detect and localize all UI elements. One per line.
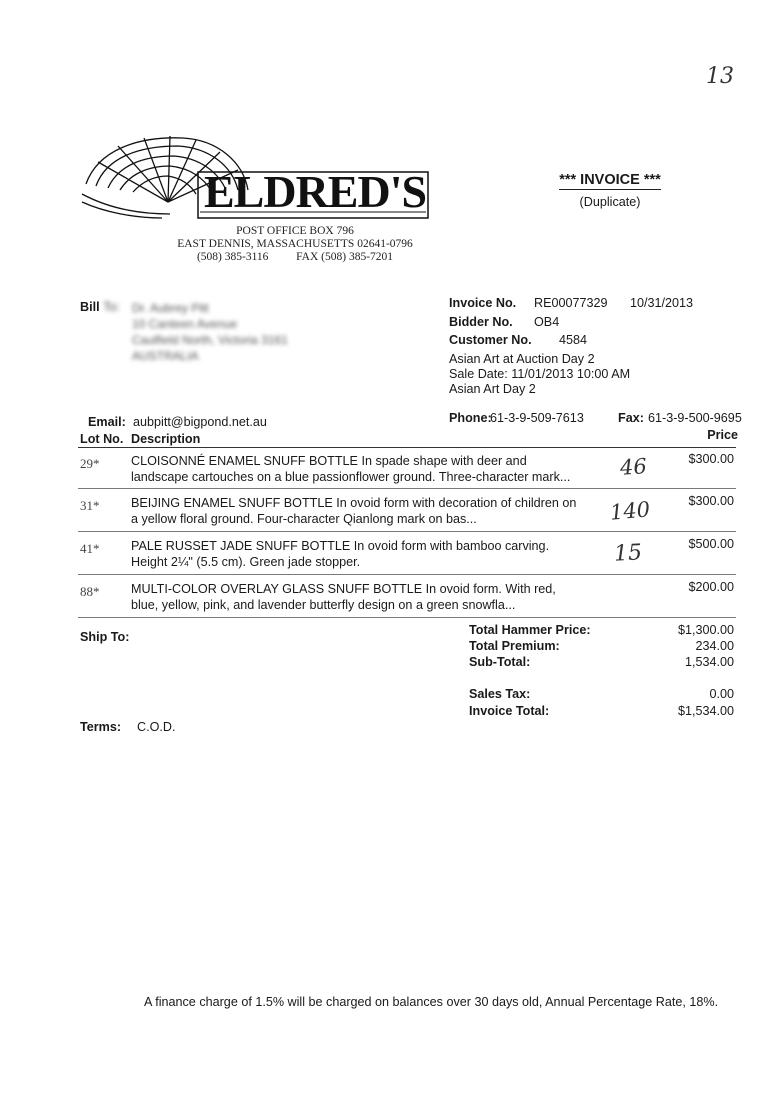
invoice-total-label: Invoice Total: — [469, 704, 550, 718]
company-fax: FAX (508) 385-7201 — [296, 251, 394, 263]
phone-label: Phone: — [449, 411, 492, 425]
sale-short-name: Asian Art Day 2 — [449, 382, 536, 396]
lot-description — [131, 581, 601, 613]
total-hammer-value: $1,300.00 — [677, 623, 734, 637]
sales-tax-value: 0.00 — [709, 687, 734, 701]
company-logo — [78, 132, 433, 222]
handwritten-page-number: 13 — [706, 64, 734, 89]
total-premium-value: 234.00 — [695, 639, 734, 653]
handwritten-note: 15 — [613, 540, 643, 567]
table-header-divider — [78, 447, 736, 448]
email-label: Email: — [88, 415, 126, 429]
bill-to-label-bill: Bill — [80, 300, 104, 314]
bidder-no-label: Bidder No. — [449, 315, 513, 329]
sale-info — [449, 352, 630, 397]
phone-value: 61-3-9-509-7613 — [490, 411, 584, 425]
lot-number: 31* — [80, 498, 100, 513]
sales-tax-label: Sales Tax: — [469, 687, 531, 701]
lot-price: $200.00 — [688, 580, 734, 594]
company-phone-fax — [160, 251, 430, 264]
email-value: aubpitt@bigpond.net.au — [133, 415, 267, 429]
total-hammer-label: Total Hammer Price: — [469, 623, 591, 637]
subtotal-value: 1,534.00 — [684, 655, 734, 669]
bill-to-line1: 10 Canteen Avenue — [132, 317, 238, 331]
bill-to-address — [132, 300, 288, 364]
handwritten-note: 46 — [619, 454, 648, 480]
lot-number: 88* — [80, 584, 100, 599]
invoice-total-value: $1,534.00 — [677, 704, 734, 718]
fax-label: Fax: — [618, 411, 644, 425]
lot-number: 29* — [80, 456, 100, 471]
lot-description-line1: PALE RUSSET JADE SNUFF BOTTLE In ovoid form with bamboo carving. — [131, 539, 550, 553]
finance-charge-footer: A finance charge of 1.5% will be charged on balances over 30 days old, Annual Percentage Rate, 18%. — [144, 995, 719, 1009]
lot-description-line1: CLOISONNÉ ENAMEL SNUFF BOTTLE In spade shape with deer and — [131, 454, 527, 468]
company-address-line2: EAST DENNIS, MASSACHUSETTS 02641-0796 — [177, 238, 413, 250]
invoice-date: 10/31/2013 — [630, 296, 694, 310]
row-divider — [78, 531, 736, 532]
lot-description — [131, 453, 601, 485]
lot-description-line2: a yellow floral ground. Four-character Qianlong mark on bas... — [131, 512, 477, 526]
lot-description — [131, 495, 601, 527]
terms-label: Terms: — [80, 720, 122, 734]
row-divider — [78, 488, 736, 489]
description-header: Description — [131, 432, 201, 446]
lot-description-line1: BEIJING ENAMEL SNUFF BOTTLE In ovoid form with decoration of children on — [131, 496, 577, 510]
company-phone: (508) 385-3116 — [196, 251, 269, 263]
sale-name: Asian Art at Auction Day 2 — [449, 352, 595, 366]
lot-description-line2: landscape cartouches on a blue passionflower ground. Three-character mark... — [131, 470, 571, 484]
row-divider — [78, 574, 736, 575]
invoice-title-text: *** INVOICE *** — [559, 172, 661, 188]
company-address — [160, 225, 430, 264]
lot-description — [131, 538, 601, 570]
lot-description-line2: Height 2¼" (5.5 cm). Green jade stopper. — [131, 555, 361, 569]
fax-value: 61-3-9-500-9695 — [648, 411, 742, 425]
price-header: Price — [707, 428, 738, 442]
lot-price: $300.00 — [688, 494, 734, 508]
bill-to-label — [80, 300, 120, 314]
company-address-line1: POST OFFICE BOX 796 — [236, 225, 354, 237]
invoice-no-label: Invoice No. — [449, 296, 517, 310]
invoice-title — [548, 172, 672, 188]
bidder-no-value: OB4 — [534, 315, 560, 329]
row-divider — [78, 617, 736, 618]
invoice-subtitle: (Duplicate) — [579, 195, 641, 209]
bill-to-label-to: To: — [103, 300, 120, 314]
lot-number: 41* — [80, 541, 100, 556]
customer-no-label: Customer No. — [449, 333, 532, 347]
ship-to-label: Ship To: — [80, 630, 130, 644]
company-logo-wordmark: ELDRED'S — [204, 166, 427, 217]
invoice-no-value: RE00077329 — [534, 296, 608, 310]
handwritten-note: 140 — [609, 497, 652, 525]
total-premium-label: Total Premium: — [469, 639, 560, 653]
lot-no-header: Lot No. — [80, 432, 124, 446]
customer-no-value: 4584 — [559, 333, 588, 347]
lot-price: $300.00 — [688, 452, 734, 466]
lot-description-line2: blue, yellow, pink, and lavender butterfly design on a green snowfla... — [131, 598, 516, 612]
bill-to-line2: Caulfield North, Victoria 3161 — [132, 333, 288, 347]
bill-to-name: Dr. Aubrey Pitt — [132, 301, 209, 315]
terms-value: C.O.D. — [137, 720, 176, 734]
bill-to-line3: AUSTRALIA — [132, 349, 199, 363]
subtotal-label: Sub-Total: — [469, 655, 531, 669]
lot-description-line1: MULTI-COLOR OVERLAY GLASS SNUFF BOTTLE In ovoid form. With red, — [131, 582, 556, 596]
sale-date: Sale Date: 11/01/2013 10:00 AM — [449, 367, 631, 381]
lot-price: $500.00 — [688, 537, 734, 551]
